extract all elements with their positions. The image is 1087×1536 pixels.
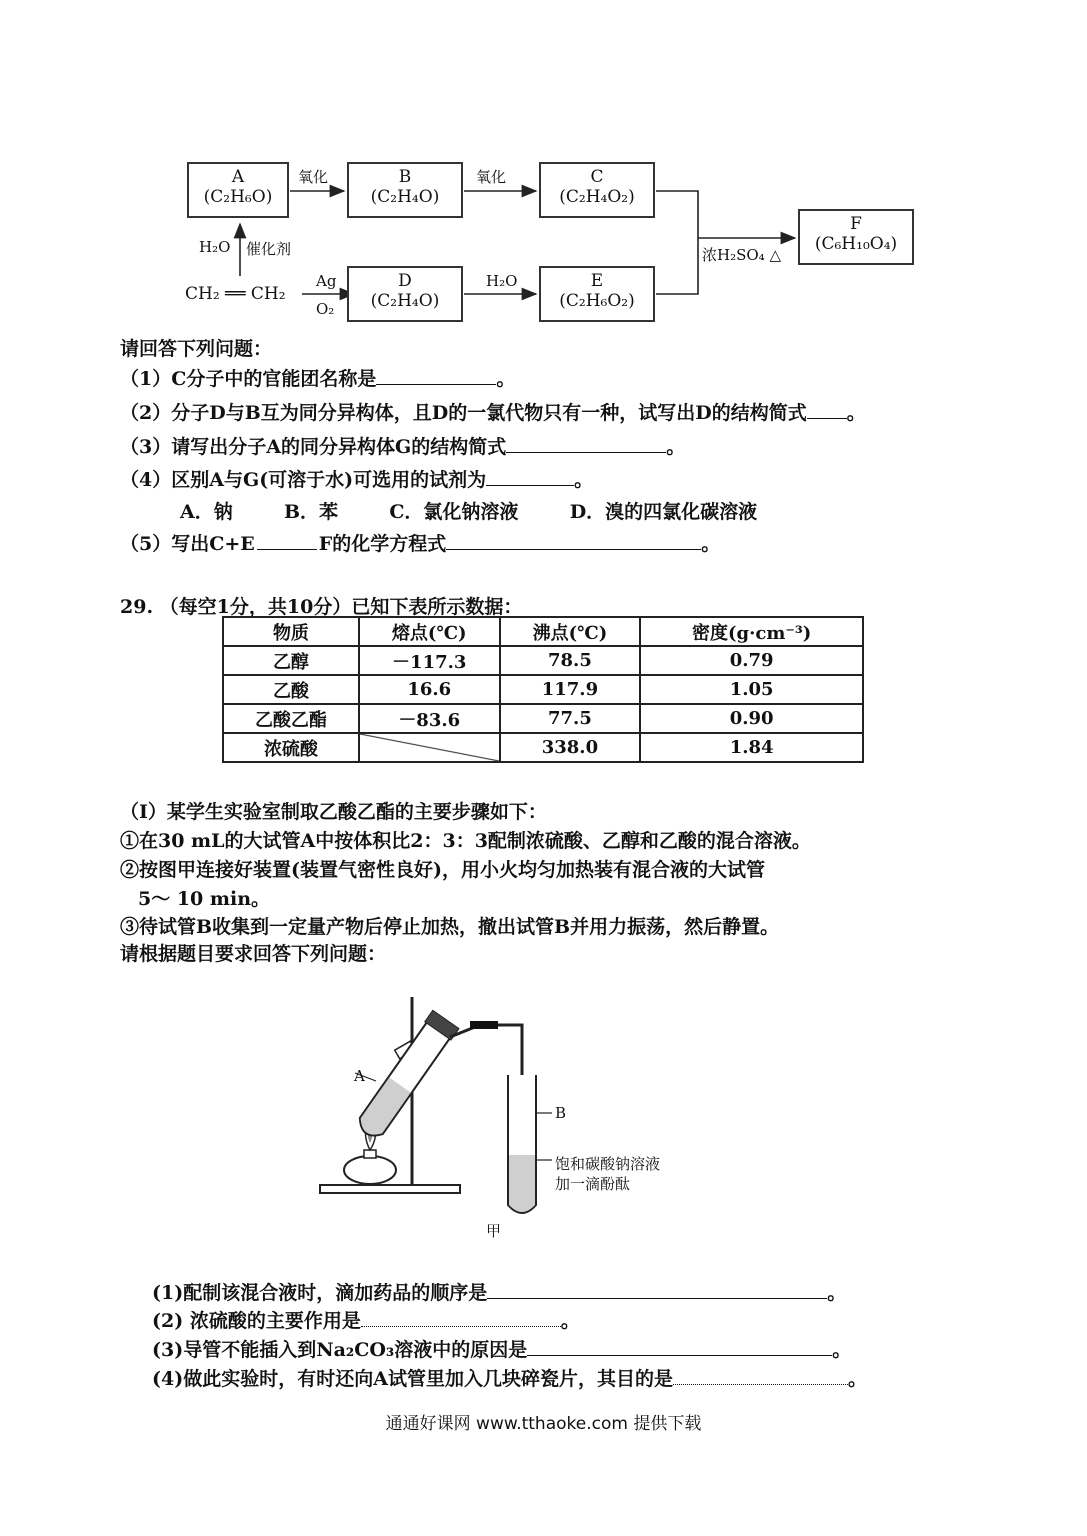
- box-d-label: D: [398, 271, 412, 291]
- box-a-label: A: [231, 167, 245, 187]
- header-cell: 熔点(℃): [359, 617, 500, 646]
- data-table: [222, 616, 864, 763]
- q29-part1: （Ⅰ）某学生实验室制取乙酸乙酯的主要步骤如下：: [120, 801, 547, 823]
- box-d: [347, 266, 463, 322]
- q29-s4: (4)做此实验时，有时还向A试管里加入几块碎瓷片，其目的是 。: [152, 1368, 867, 1390]
- q3-answer-blank[interactable]: [506, 434, 666, 453]
- table-cell: 浓硫酸: [223, 733, 359, 762]
- header-cell: 物质: [223, 617, 359, 646]
- box-a: [187, 162, 289, 218]
- arrow-label-water: H₂O: [199, 238, 231, 256]
- table-cell: 乙醇: [223, 646, 359, 675]
- header-cell: 沸点(℃): [500, 617, 641, 646]
- table-cell: 乙酸: [223, 675, 359, 704]
- q29-step2: ②按图甲连接好装置(装置气密性良好)，用小火均匀加热装有混合液的大试管: [120, 859, 765, 881]
- reaction-arrow-icon: [257, 539, 317, 550]
- box-d-formula: (C₂H₄O): [370, 291, 440, 311]
- box-f-formula: (C₆H₁₀O₄): [814, 234, 898, 254]
- arrow-label-ab: 氧化: [298, 168, 329, 186]
- q28-q2: （2）分子D与B互为同分异构体，且D的一氯代物只有一种，试写出D的结构简式 。: [120, 402, 866, 424]
- arrow-label-bc: 氧化: [476, 168, 507, 186]
- box-b: [347, 162, 463, 218]
- option-a[interactable]: A．钠: [180, 501, 233, 523]
- box-e: [539, 266, 655, 322]
- box-c-label: C: [590, 167, 604, 187]
- option-c[interactable]: C．氯化钠溶液: [389, 501, 519, 523]
- table-cell: 77.5: [500, 704, 641, 733]
- box-b-label: B: [398, 167, 412, 187]
- s2-answer-blank[interactable]: [361, 1308, 561, 1327]
- q28-intro: 请回答下列问题：: [120, 338, 273, 360]
- table-row: [223, 733, 863, 762]
- box-f: [798, 209, 914, 265]
- arrow-label-ag: Ag: [316, 272, 337, 290]
- table-cell-diagonal: [359, 733, 500, 762]
- q29-s3: (3)导管不能插入到Na₂CO₃溶液中的原因是 。: [152, 1339, 852, 1361]
- solution-label-2: 加一滴酚酞: [555, 1175, 631, 1193]
- q29-s2: (2) 浓硫酸的主要作用是 。: [152, 1310, 580, 1332]
- header-cell: 密度(g·cm⁻³): [640, 617, 863, 646]
- option-d[interactable]: D．溴的四氯化碳溶液: [569, 501, 758, 523]
- table-cell: 乙酸乙酯: [223, 704, 359, 733]
- q29-title: 29. （每空1分，共10分）已知下表所示数据：: [120, 596, 523, 618]
- label-a: A: [354, 1067, 365, 1085]
- table-header-row: [223, 617, 863, 646]
- table-cell: 338.0: [500, 733, 641, 762]
- q29-step2b: 5～ 10 min。: [138, 888, 271, 910]
- arrow-label-o2: O₂: [316, 300, 335, 318]
- box-f-label: F: [850, 214, 862, 234]
- arrow-label-de: H₂O: [486, 272, 518, 290]
- table-cell: 16.6: [359, 675, 500, 704]
- s3-answer-blank[interactable]: [527, 1337, 832, 1356]
- arrow-label-catalyst: 催化剂: [246, 240, 292, 258]
- table-cell: －117.3: [359, 646, 500, 675]
- option-b[interactable]: B．苯: [284, 501, 339, 523]
- page-footer: 通通好课网 www.tthaoke.com 提供下载: [385, 1414, 702, 1434]
- figure-caption: 甲: [486, 1222, 502, 1240]
- box-b-formula: (C₂H₄O): [370, 187, 440, 207]
- s1-answer-blank[interactable]: [487, 1280, 827, 1299]
- q1-answer-blank[interactable]: [376, 366, 496, 385]
- q28-q4: （4）区别A与G(可溶于水)可选用的试剂为 。: [120, 469, 594, 491]
- q5-answer-blank[interactable]: [446, 531, 701, 550]
- q28-q3: （3）请写出分子A的同分异构体G的结构简式 。: [120, 436, 686, 458]
- q4-answer-blank[interactable]: [486, 467, 574, 486]
- table-row: [223, 646, 863, 675]
- q29-step1: ①在30 mL的大试管A中按体积比2：3：3配制浓硫酸、乙醇和乙酸的混合溶液。: [120, 830, 811, 852]
- solution-label-1: 饱和碳酸钠溶液: [555, 1155, 661, 1173]
- apparatus-drawing: [300, 985, 720, 1225]
- q29-prompt: 请根据题目要求回答下列问题：: [120, 943, 387, 965]
- table-cell: 1.05: [640, 675, 863, 704]
- s4-answer-blank[interactable]: [673, 1366, 848, 1385]
- box-e-formula: (C₂H₆O₂): [559, 291, 635, 311]
- q28-q5: （5）写出C+E F的化学方程式 。: [120, 533, 721, 555]
- q28-options: [180, 497, 757, 524]
- ethene-formula: CH₂ ══ CH₂: [185, 284, 286, 304]
- q29-s1: (1)配制该混合液时，滴加药品的顺序是 。: [152, 1282, 847, 1304]
- table-cell: 1.84: [640, 733, 863, 762]
- table-cell: 78.5: [500, 646, 641, 675]
- q2-answer-blank[interactable]: [807, 400, 847, 419]
- q28-q1: （1）C分子中的官能团名称是 。: [120, 368, 516, 390]
- table-row: [223, 704, 863, 733]
- table-cell: －83.6: [359, 704, 500, 733]
- table-cell: 0.90: [640, 704, 863, 733]
- label-b: B: [555, 1104, 567, 1122]
- box-e-label: E: [590, 271, 604, 291]
- table-row: [223, 675, 863, 704]
- table-cell: 117.9: [500, 675, 641, 704]
- box-a-formula: (C₂H₆O): [203, 187, 273, 207]
- box-c-formula: (C₂H₄O₂): [559, 187, 635, 207]
- arrow-label-to-f: 浓H₂SO₄ △: [702, 246, 781, 264]
- q29-step3: ③待试管B收集到一定量产物后停止加热，撤出试管B并用力振荡，然后静置。: [120, 916, 780, 938]
- box-c: [539, 162, 655, 218]
- table-cell: 0.79: [640, 646, 863, 675]
